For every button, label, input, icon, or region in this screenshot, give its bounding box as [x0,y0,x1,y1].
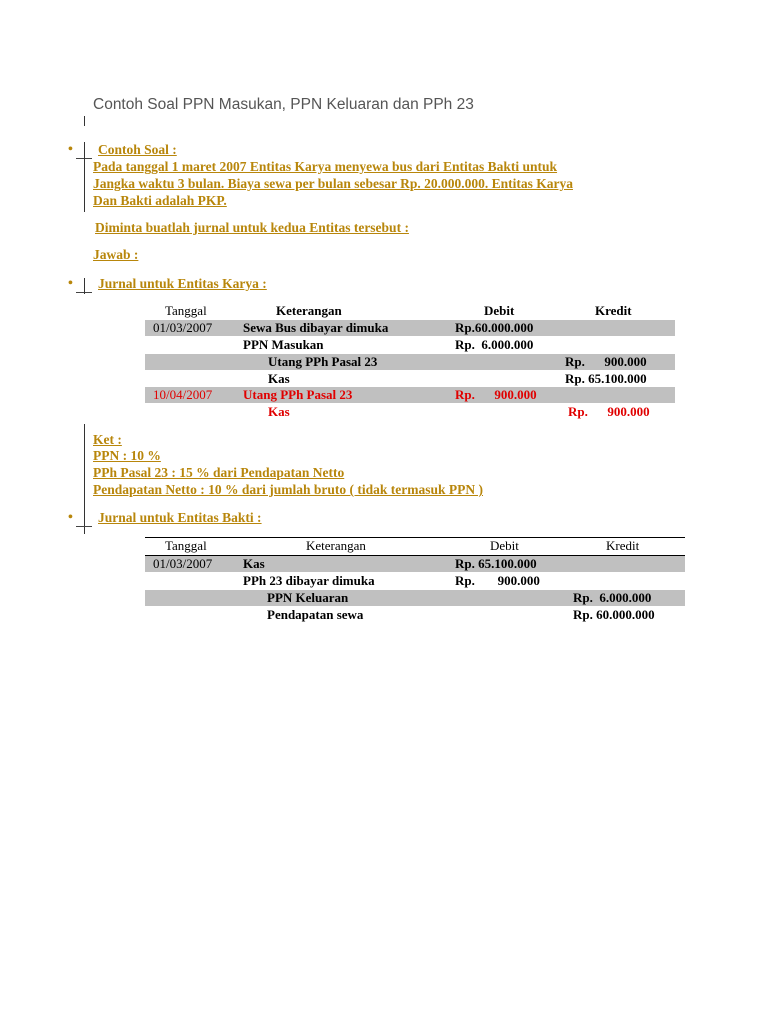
notes-line-2: PPN : 10 % [93,448,161,463]
problem-line-3: Dan Bakti adalah PKP. [93,193,227,208]
row-debit: Rp.60.000.000 [455,320,534,335]
journal2-header-tanggal: Tanggal [165,538,207,553]
instruction-line: Diminta buatlah jurnal untuk kedua Entitas tersebut : [95,220,409,235]
journal2-header-keterangan: Keterangan [306,538,366,553]
bullet-dash [76,526,92,527]
row-debit: Rp. 900.000 [455,387,537,402]
table-row [145,404,675,420]
row-desc: PPN Masukan [243,337,324,352]
answer-label: Jawab : [93,247,139,262]
row-kredit: Rp. 900.000 [568,404,650,419]
row-desc: Kas [268,371,290,386]
row-debit: Rp. 900.000 [455,573,540,588]
table-row [145,590,685,606]
notes-line-4: Pendapatan Netto : 10 % dari jumlah bruto ( tidak termasuk PPN ) [93,482,483,497]
row-kredit: Rp. 60.000.000 [573,607,655,622]
margin-line [84,424,85,534]
journal1-header-debit: Debit [484,303,515,318]
problem-line-1: Pada tanggal 1 maret 2007 Entitas Karya menyewa bus dari Entitas Bakti untuk [93,159,558,174]
margin-line [84,278,85,294]
row-date: 01/03/2007 [153,320,213,335]
row-desc: Utang PPh Pasal 23 [243,387,353,402]
table-row [145,387,675,403]
row-desc: Utang PPh Pasal 23 [268,354,378,369]
page-title: Contoh Soal PPN Masukan, PPN Keluaran dan PPh 23 [93,96,474,113]
journal1-header-keterangan: Keterangan [276,303,342,318]
row-desc: Kas [243,556,265,571]
table-row [145,573,685,589]
journal2-header-kredit: Kredit [606,538,640,553]
table-top-rule [145,537,685,538]
text-cursor [84,116,85,126]
table-row [145,337,675,353]
row-desc: Pendapatan sewa [267,607,364,622]
row-desc: PPN Keluaran [267,590,349,605]
row-desc: Sewa Bus dibayar dimuka [243,320,389,335]
journal2-heading: Jurnal untuk Entitas Bakti : [98,510,262,525]
bullet-icon: • [68,276,73,291]
row-kredit: Rp. 6.000.000 [573,590,652,605]
table-row [145,371,675,387]
row-kredit: Rp. 900.000 [565,354,647,369]
bullet-icon: • [68,510,73,525]
journal1-header-kredit: Kredit [595,303,632,318]
row-kredit: Rp. 65.100.000 [565,371,647,386]
table-row [145,320,675,336]
margin-line [84,142,85,212]
row-desc: Kas [268,404,290,419]
row-debit: Rp. 65.100.000 [455,556,537,571]
row-desc: PPh 23 dibayar dimuka [243,573,375,588]
problem-line-2: Jangka waktu 3 bulan. Biaya sewa per bulan sebesar Rp. 20.000.000. Entitas Karya [93,176,573,191]
journal1-heading: Jurnal untuk Entitas Karya : [98,276,267,291]
contoh-soal-heading: Contoh Soal : [98,142,177,157]
table-row [145,354,675,370]
journal1-header-tanggal: Tanggal [165,303,207,318]
bullet-icon: • [68,142,73,157]
journal2-header-debit: Debit [490,538,519,553]
table-row [145,556,685,572]
table-row [145,607,685,623]
row-debit: Rp. 6.000.000 [455,337,534,352]
notes-line-3: PPh Pasal 23 : 15 % dari Pendapatan Netto [93,465,345,480]
row-date: 10/04/2007 [153,387,213,402]
notes-line-1: Ket : [93,432,122,447]
row-date: 01/03/2007 [153,556,213,571]
